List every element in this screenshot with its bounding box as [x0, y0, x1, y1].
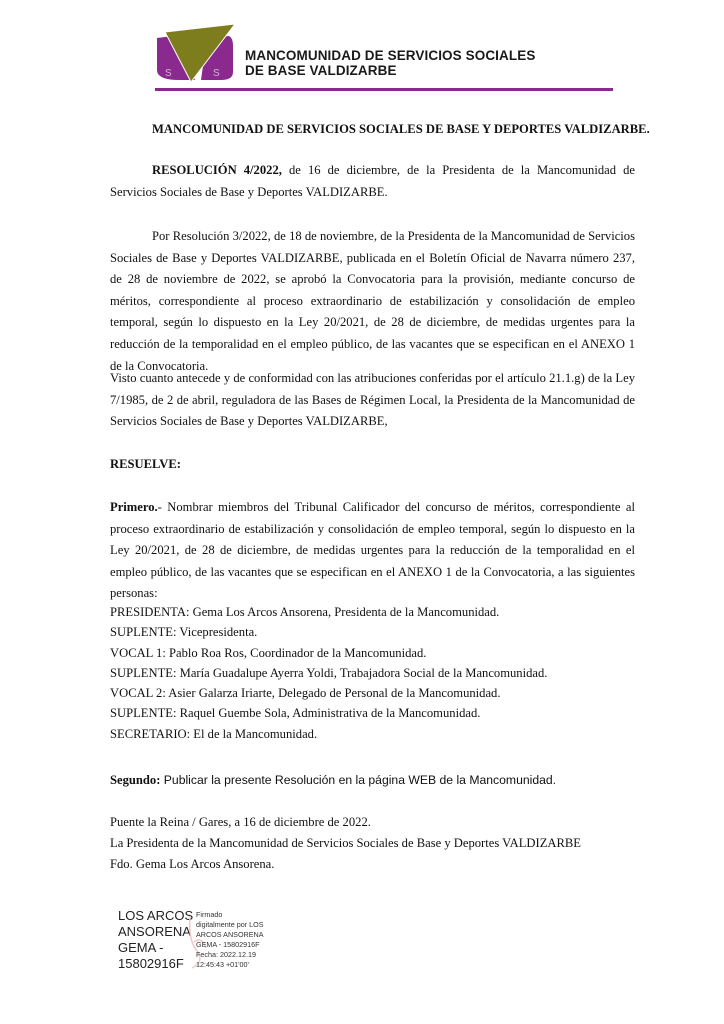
tribunal-member: SUPLENTE: Raquel Guembe Sola, Administrativa de la Mancomunidad.: [110, 706, 481, 721]
primero-text: - Nombrar miembros del Tribunal Calificador del concurso de méritos, correspondiente al proceso extraordinario de estabilización y consolidación de empleo temporal, según lo dispuesto en la Ley 20/2021, de 28 de diciembre, de medidas urgentes para la reducción de la temporalidad en el empleo público, de las vacantes que se especifican en el ANEXO 1 de la Convocatoria, a las siguientes personas:: [110, 500, 635, 601]
signature-detail-line: ARCOS ANSORENA: [196, 930, 264, 939]
organization-name-line2: DE BASE VALDIZARBE: [245, 63, 397, 78]
signature-detail-line: Fecha: 2022.12.19: [196, 950, 256, 959]
tribunal-member: SECRETARIO: El de la Mancomunidad.: [110, 726, 318, 741]
signature-name-line: 15802916F: [118, 956, 184, 971]
signed-by: Fdo. Gema Los Arcos Ansorena.: [110, 857, 275, 871]
resolution-number: RESOLUCIÓN 4/2022,: [152, 163, 282, 177]
signature-detail-line: Firmado: [196, 910, 223, 919]
signature-name-line: LOS ARCOS: [118, 908, 194, 923]
segundo-paragraph: [110, 770, 635, 792]
segundo-text: Publicar la presente Resolución en la página WEB de la Mancomunidad.: [160, 773, 557, 787]
letterhead: [155, 24, 615, 94]
legal-basis-paragraph: Visto cuanto antecede y de conformidad con las atribuciones conferidas por el artículo 21.1.g) de la Ley 7/1985, de 2 de abril, reguladora de las Bases de Régimen Local, la Presidenta de la Mancomunidad de Servicios Sociales de Base y Deportes VALDIZARBE,: [110, 371, 635, 429]
tribunal-member: SUPLENTE: María Guadalupe Ayerra Yoldi, Trabajadora Social de la Mancomunidad.: [110, 665, 548, 680]
primero-paragraph: [110, 497, 635, 605]
signature-detail-line: GEMA - 15802916F: [196, 940, 260, 949]
background-paragraph: Por Resolución 3/2022, de 18 de noviembre, de la Presidenta de la Mancomunidad de Servicios Sociales de Base y Deportes VALDIZARBE, publicada en el Boletín Oficial de Navarra número 237, de 28 de noviembre de 2022, se aprobó la Convocatoria para la provisión, mediante concurso de méritos, correspondiente al proceso extraordinario de estabilización y consolidación de empleo temporal, según lo dispuesto en la Ley 20/2021, de 28 de diciembre, de medidas urgentes para la reducción de la temporalidad en el empleo público, de las vacantes que se especifican en el ANEXO 1 de la Convocatoria.: [110, 229, 635, 373]
organization-name: [245, 48, 535, 78]
svg-text:S: S: [213, 68, 220, 79]
signature-detail-line: digitalmente por LOS: [196, 920, 264, 929]
signature-name-line: GEMA -: [118, 940, 164, 955]
svg-text:S: S: [165, 68, 172, 79]
signature-name-line: ANSORENA: [118, 924, 191, 939]
header-divider: [155, 88, 613, 91]
signature-name: [118, 908, 193, 972]
closing-block: [110, 812, 581, 875]
segundo-label: Segundo:: [110, 773, 161, 787]
signature-details: [196, 910, 264, 970]
tribunal-member: VOCAL 1: Pablo Roa Ros, Coordinador de la Mancomunidad.: [110, 645, 427, 660]
signature-detail-line: 12:45:43 +01'00': [196, 960, 249, 969]
resuelve-heading: RESUELVE:: [110, 457, 181, 471]
tribunal-list: [110, 602, 547, 744]
organization-name-line1: MANCOMUNIDAD DE SERVICIOS SOCIALES: [245, 48, 536, 63]
tribunal-member: SUPLENTE: Vicepresidenta.: [110, 625, 258, 640]
document-title: MANCOMUNIDAD DE SERVICIOS SOCIALES DE BASE Y DEPORTES VALDIZARBE.: [152, 122, 650, 136]
place-date: Puente la Reina / Gares, a 16 de diciembre de 2022.: [110, 815, 371, 829]
tribunal-member: VOCAL 2: Asier Galarza Iriarte, Delegado de Personal de la Mancomunidad.: [110, 686, 501, 701]
mancomunidad-logo-icon: [155, 24, 235, 84]
resolution-text: de 16 de diciembre, de la Presidenta de la Mancomunidad de Servicios Sociales de Base y Deportes VALDIZARBE.: [110, 163, 635, 199]
resolution-paragraph: [110, 160, 635, 203]
tribunal-member: PRESIDENTA: Gema Los Arcos Ansorena, Presidenta de la Mancomunidad.: [110, 605, 500, 619]
signer-role: La Presidenta de la Mancomunidad de Servicios Sociales de Base y Deportes VALDIZARBE: [110, 836, 581, 850]
primero-label: Primero.: [110, 500, 158, 514]
digital-signature-stamp: [118, 908, 318, 988]
